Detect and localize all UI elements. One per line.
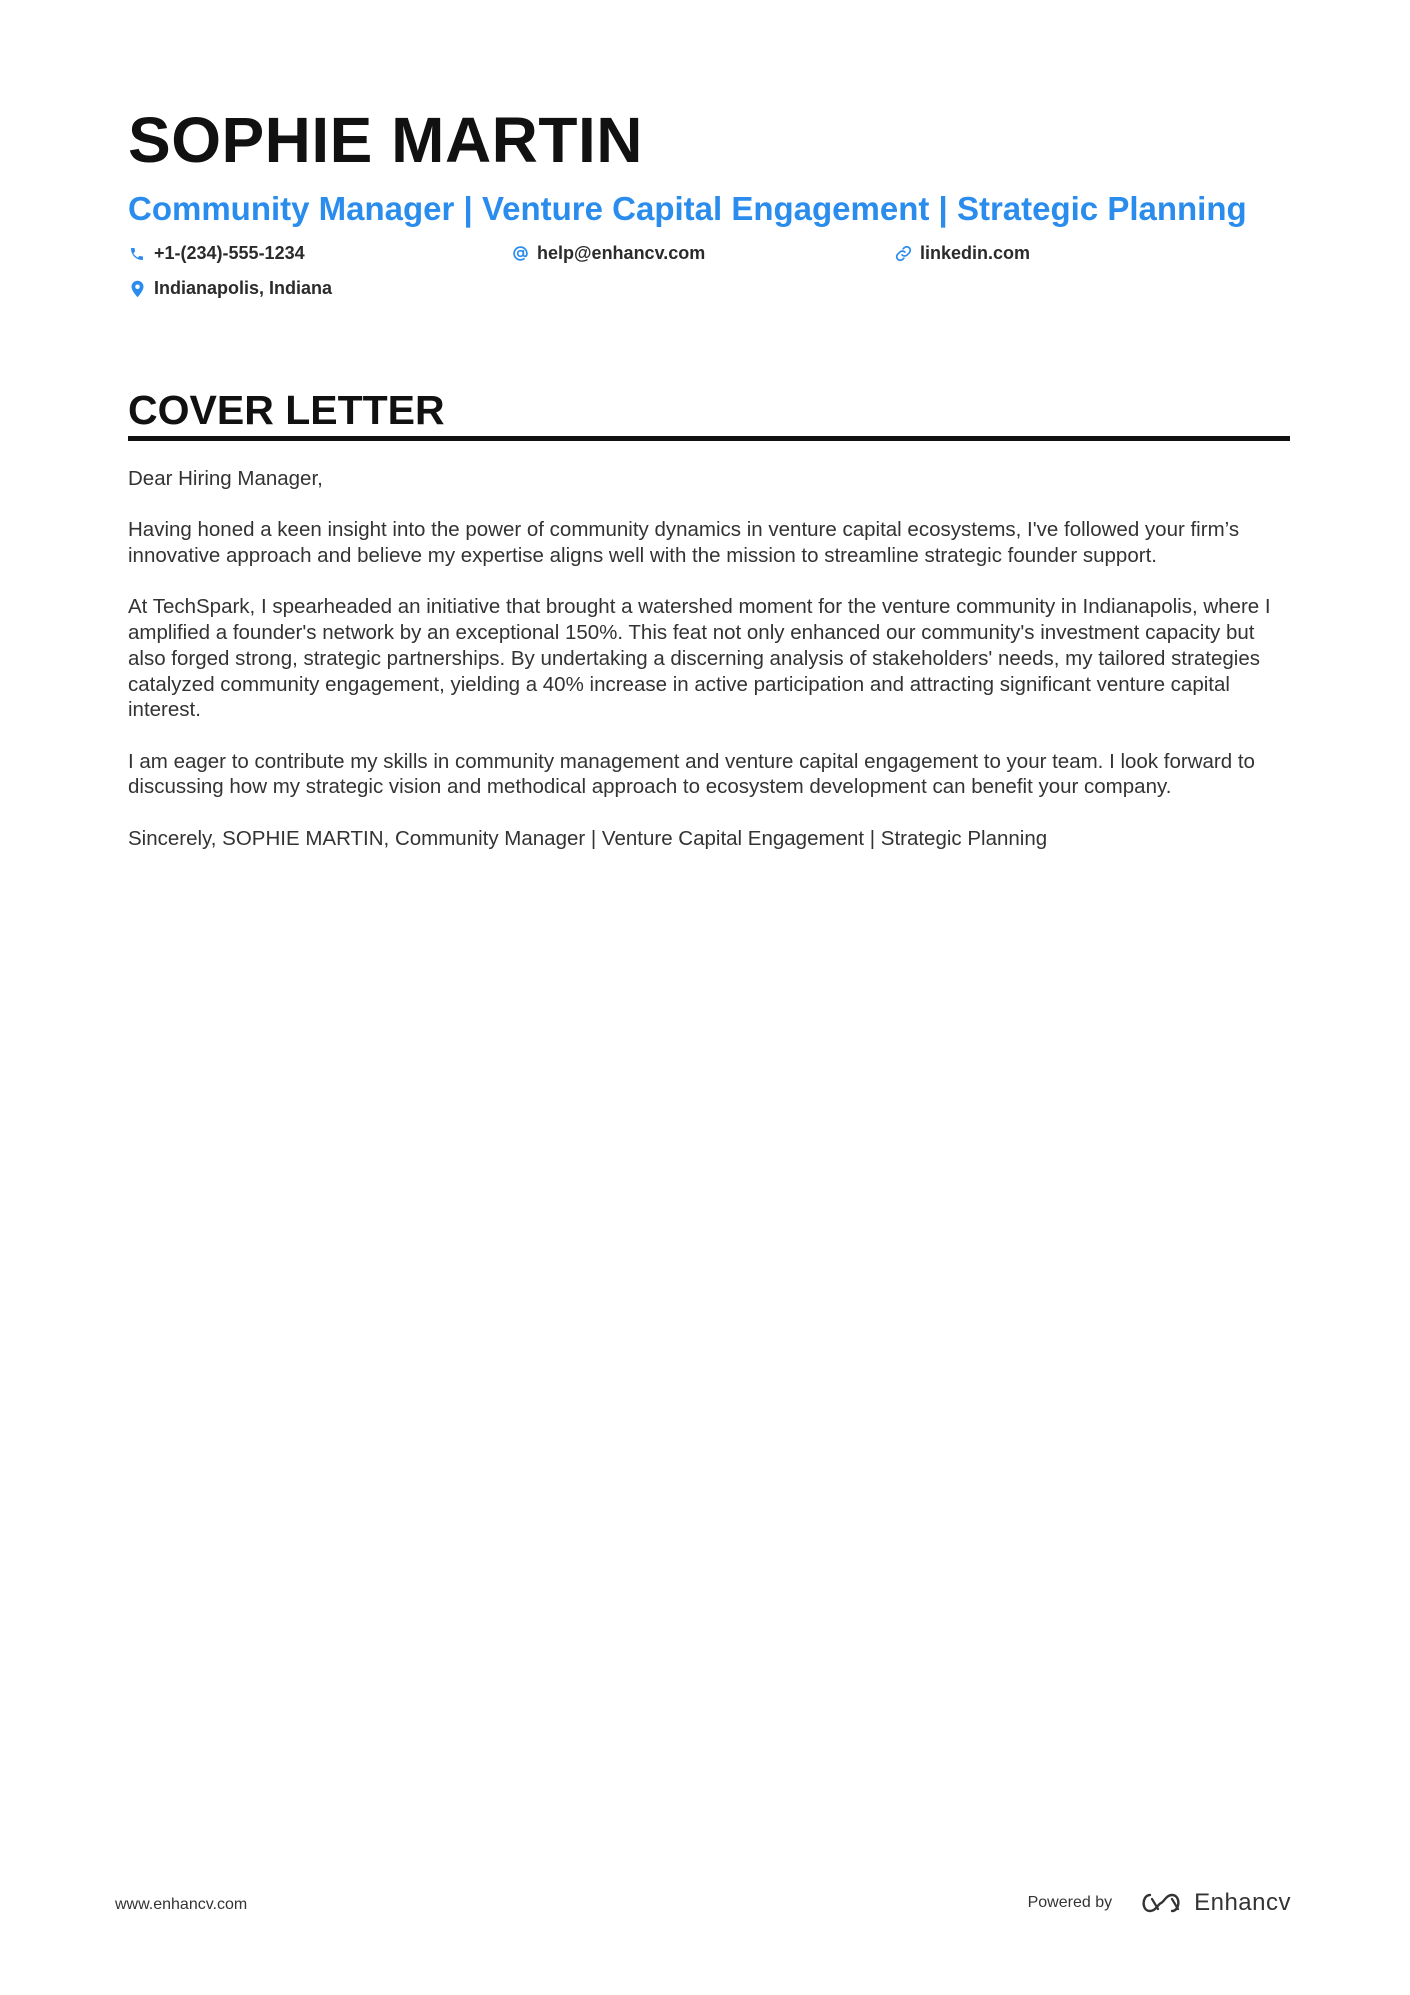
contact-phone-text: +1-(234)-555-1234	[154, 243, 305, 263]
contact-location	[128, 278, 332, 299]
letter-salutation: Dear Hiring Manager,	[128, 467, 323, 490]
footer-website[interactable]: www.enhancv.com	[115, 1896, 248, 1913]
letter-closing: Sincerely, SOPHIE MARTIN, Community Manager | Venture Capital Engagement | Strategic Planning	[128, 826, 1048, 850]
at-icon	[511, 245, 529, 263]
enhancv-logo-icon	[1138, 1891, 1184, 1915]
brand-name: Enhancv	[1194, 1889, 1291, 1916]
contact-website[interactable]	[894, 243, 1030, 264]
letter-paragraph: I am eager to contribute my skills in community management and venture capital engagement to your team. I look forward to discussing how my strategic vision and methodical approach to ecosystem development can benefit your company.	[128, 749, 1255, 799]
contact-phone[interactable]	[128, 243, 305, 264]
phone-icon	[128, 245, 146, 263]
location-pin-icon	[128, 280, 146, 298]
contact-email[interactable]	[511, 243, 705, 264]
letter-paragraph: Having honed a keen insight into the power of community dynamics in venture capital ecosystems, I've followed your firm’s innovative approach and believe my expertise aligns well with the mission to streamline strategic founder support.	[128, 518, 1240, 568]
section-title: COVER LETTER	[128, 387, 445, 433]
contact-location-text: Indianapolis, Indiana	[154, 278, 333, 298]
contact-email-text: help@enhancv.com	[537, 243, 706, 263]
letter-paragraph: At TechSpark, I spearheaded an initiative that brought a watershed moment for the venture community in Indianapolis, where I amplified a founder's network by an exceptional 150%. This feat not only enhanced our community's investment capacity but also forged strong, strategic partnerships. By undertaking a discerning analysis of stakeholders' needs, my tailored strategies catalyzed community engagement, yielding a 40% increase in active participation and attracting significant venture capital interest.	[128, 595, 1271, 722]
section-divider	[128, 436, 1290, 441]
cover-letter-body	[128, 466, 1290, 877]
powered-by-label: Powered by	[1027, 1894, 1113, 1911]
contact-website-text: linkedin.com	[920, 243, 1031, 263]
footer-branding[interactable]	[1028, 1889, 1291, 1917]
candidate-name: SOPHIE MARTIN	[128, 104, 643, 176]
link-icon	[894, 245, 912, 263]
candidate-headline: Community Manager | Venture Capital Engagement | Strategic Planning	[128, 190, 1247, 227]
